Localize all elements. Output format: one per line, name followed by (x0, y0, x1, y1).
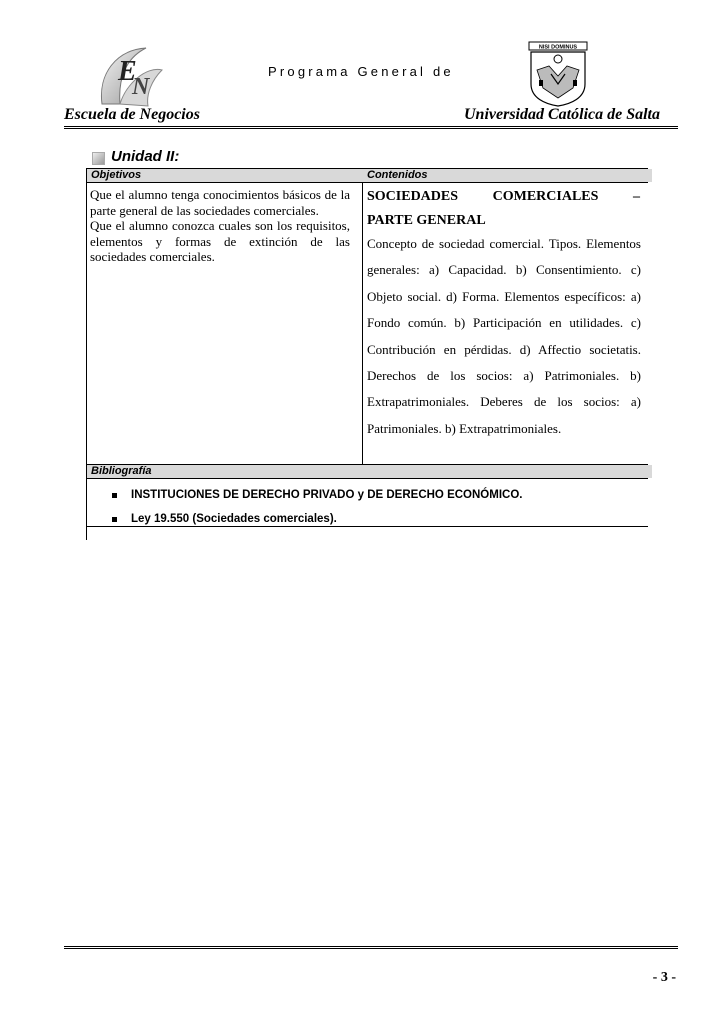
footer-divider (64, 946, 678, 949)
table-bottom-border (86, 526, 648, 527)
table-left-border (86, 168, 87, 540)
bibliography-header-divider (86, 478, 648, 479)
svg-text:NISI DOMINUS: NISI DOMINUS (538, 44, 578, 51)
contents-heading-line2: PARTE GENERAL (367, 213, 486, 228)
bibliography-entry: INSTITUCIONES DE DERECHO PRIVADO y DE DERECHO ECONÓMICO. (131, 489, 523, 501)
contents-body: Concepto de sociedad comercial. Tipos. Elementos generales: a) Capacidad. b) Consentimiento. c) Objeto social. d) Forma. Elementos específicos: a) Fondo común. b) Participación en utilidades. c) Contribución en pérdidas. d) Affectio societatis. Derechos de los socios: a) Patrimoniales. b) Extrapatrimoniales. Deberes de los socios: a) Patrimoniales. b) Extrapatrimoniales. (367, 236, 641, 436)
list-item (112, 483, 522, 507)
contents-heading-part: COMERCIALES (492, 189, 599, 204)
bibliography-header: Bibliografía (87, 465, 652, 478)
page-number: - 3 - (652, 970, 676, 985)
bibliography-list (112, 483, 522, 531)
contents-header: Contenidos (363, 169, 652, 182)
objectives-header: Objetivos (87, 169, 366, 182)
program-title: Programa General de (268, 64, 454, 79)
objectives-cell (90, 187, 350, 265)
contents-heading (367, 185, 640, 233)
square-bullet-icon (92, 152, 105, 165)
escuela-negocios-logo (96, 44, 164, 110)
bibliography-entry: Ley 19.550 (Sociedades comerciales). (131, 513, 337, 525)
school-name: Escuela de Negocios (64, 106, 200, 123)
contents-heading-dash: – (632, 189, 640, 204)
unit-title: Unidad II: (111, 148, 180, 165)
ucasal-crest-logo (527, 40, 591, 108)
objective-item: Que el alumno conozca cuales son los requisitos, elementos y formas de extinción de las sociedades comerciales. (90, 218, 350, 265)
objective-item: Que el alumno tenga conocimientos básicos de la parte general de las sociedades comerciales. (90, 187, 350, 218)
header-divider (64, 126, 678, 129)
bullet-icon (112, 493, 117, 498)
header-row-divider (86, 182, 648, 183)
contents-heading-part: SOCIEDADES (367, 189, 459, 204)
svg-text:N: N (132, 74, 150, 100)
bullet-icon (112, 517, 117, 522)
svg-text:E: E (118, 56, 137, 87)
list-item (112, 507, 522, 531)
university-name: Universidad Católica de Salta (464, 106, 660, 123)
column-divider (362, 168, 363, 465)
